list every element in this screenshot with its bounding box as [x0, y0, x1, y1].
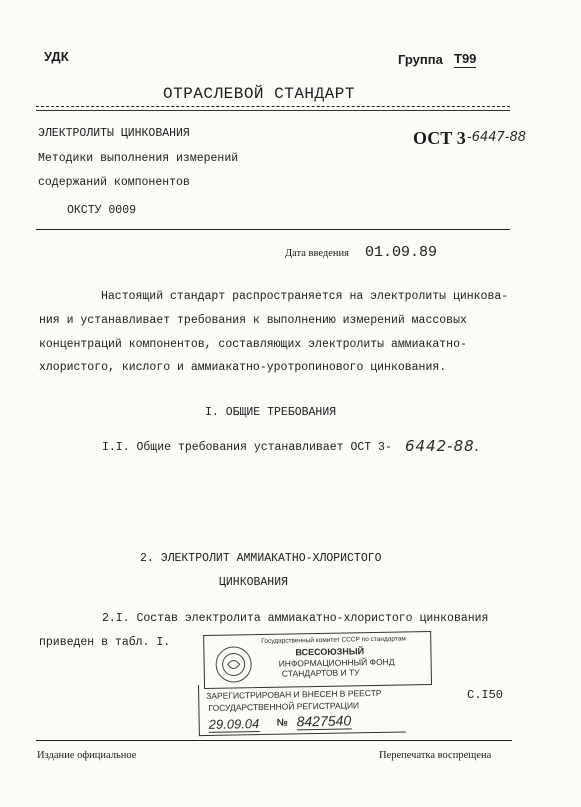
stamp-line-6: ГОСУДАРСТВЕННОЙ РЕГИСТРАЦИИ: [208, 700, 360, 713]
subject-line-3: содержаний компонентов: [38, 176, 190, 189]
group-label: Группа: [398, 52, 443, 67]
stamp-number-handwritten: 8427540: [296, 712, 352, 730]
footer-rule: [36, 740, 512, 741]
page-title: ОТРАСЛЕВОЙ СТАНДАРТ: [163, 85, 355, 103]
udk-label: УДК: [44, 49, 69, 64]
clause-2-1-line-1: 2.I. Состав электролита аммиакатно-хлористого цинкования: [102, 612, 489, 625]
clause-1-1-handwritten: 6442-88.: [405, 437, 481, 455]
subject-line-2: Методики выполнения измерений: [38, 152, 239, 165]
standard-number-handwritten: -6447-88: [467, 130, 527, 145]
stamp-line-2: ВСЕСОЮЗНЫЙ: [295, 646, 365, 658]
section-2-heading-line-1: 2. ЭЛЕКТРОЛИТ АММИАКАТНО-ХЛОРИСТОГО: [140, 552, 382, 565]
stamp-line-3: ИНФОРМАЦИОННЫЙ ФОНД: [278, 656, 395, 669]
stamp-line-1: Государственный комитет СССР по стандартам: [261, 635, 406, 645]
title-rule-top: [36, 106, 510, 107]
stamp-line-4: СТАНДАРТОВ И ТУ: [281, 667, 360, 679]
header-block-rule: [36, 229, 510, 230]
clause-1-1-text: I.I. Общие требования устанавливает ОСТ 3-: [102, 441, 392, 454]
stamp-line-5: ЗАРЕГИСТРИРОВАН И ВНЕСЕН В РЕЕСТР: [206, 687, 382, 701]
section-2-heading-line-2: ЦИНКОВАНИЯ: [219, 576, 289, 589]
standard-number-prefix: ОСТ 3: [413, 128, 466, 148]
paragraph-line-4: хлористого, кислого и аммиакатно-уротропинового цинкования.: [39, 361, 447, 374]
intro-date-value: 01.09.89: [365, 244, 438, 261]
registration-stamp: [203, 631, 431, 737]
footer-right: Перепечатка воспрещена: [379, 750, 492, 761]
stamp-date-handwritten: 29.09.04: [208, 716, 260, 732]
footer-left: Издание официальное: [37, 750, 137, 761]
okstu-code: ОКСТУ 0009: [67, 204, 137, 217]
page-number: С.I50: [467, 688, 504, 702]
paragraph-line-3: концентраций компонентов, составляющих электролиты аммиакатно-: [39, 338, 467, 351]
clause-2-1-line-2: приведен в табл. I.: [39, 636, 171, 649]
title-rule-bottom: [36, 110, 510, 111]
group-value: Т99: [454, 51, 477, 66]
stamp-emblem-icon: [215, 646, 252, 683]
stamp-number-label: №: [276, 717, 288, 729]
subject-line-1: ЭЛЕКТРОЛИТЫ ЦИНКОВАНИЯ: [38, 127, 190, 140]
section-1-heading: I. ОБЩИЕ ТРЕБОВАНИЯ: [205, 406, 337, 419]
paragraph-line-2: ния и устанавливает требования к выполнению измерений массовых: [39, 314, 467, 327]
paragraph-line-1: Настоящий стандарт распространяется на электролиты цинкова-: [101, 290, 509, 303]
intro-date-label: Дата введения: [285, 248, 349, 259]
